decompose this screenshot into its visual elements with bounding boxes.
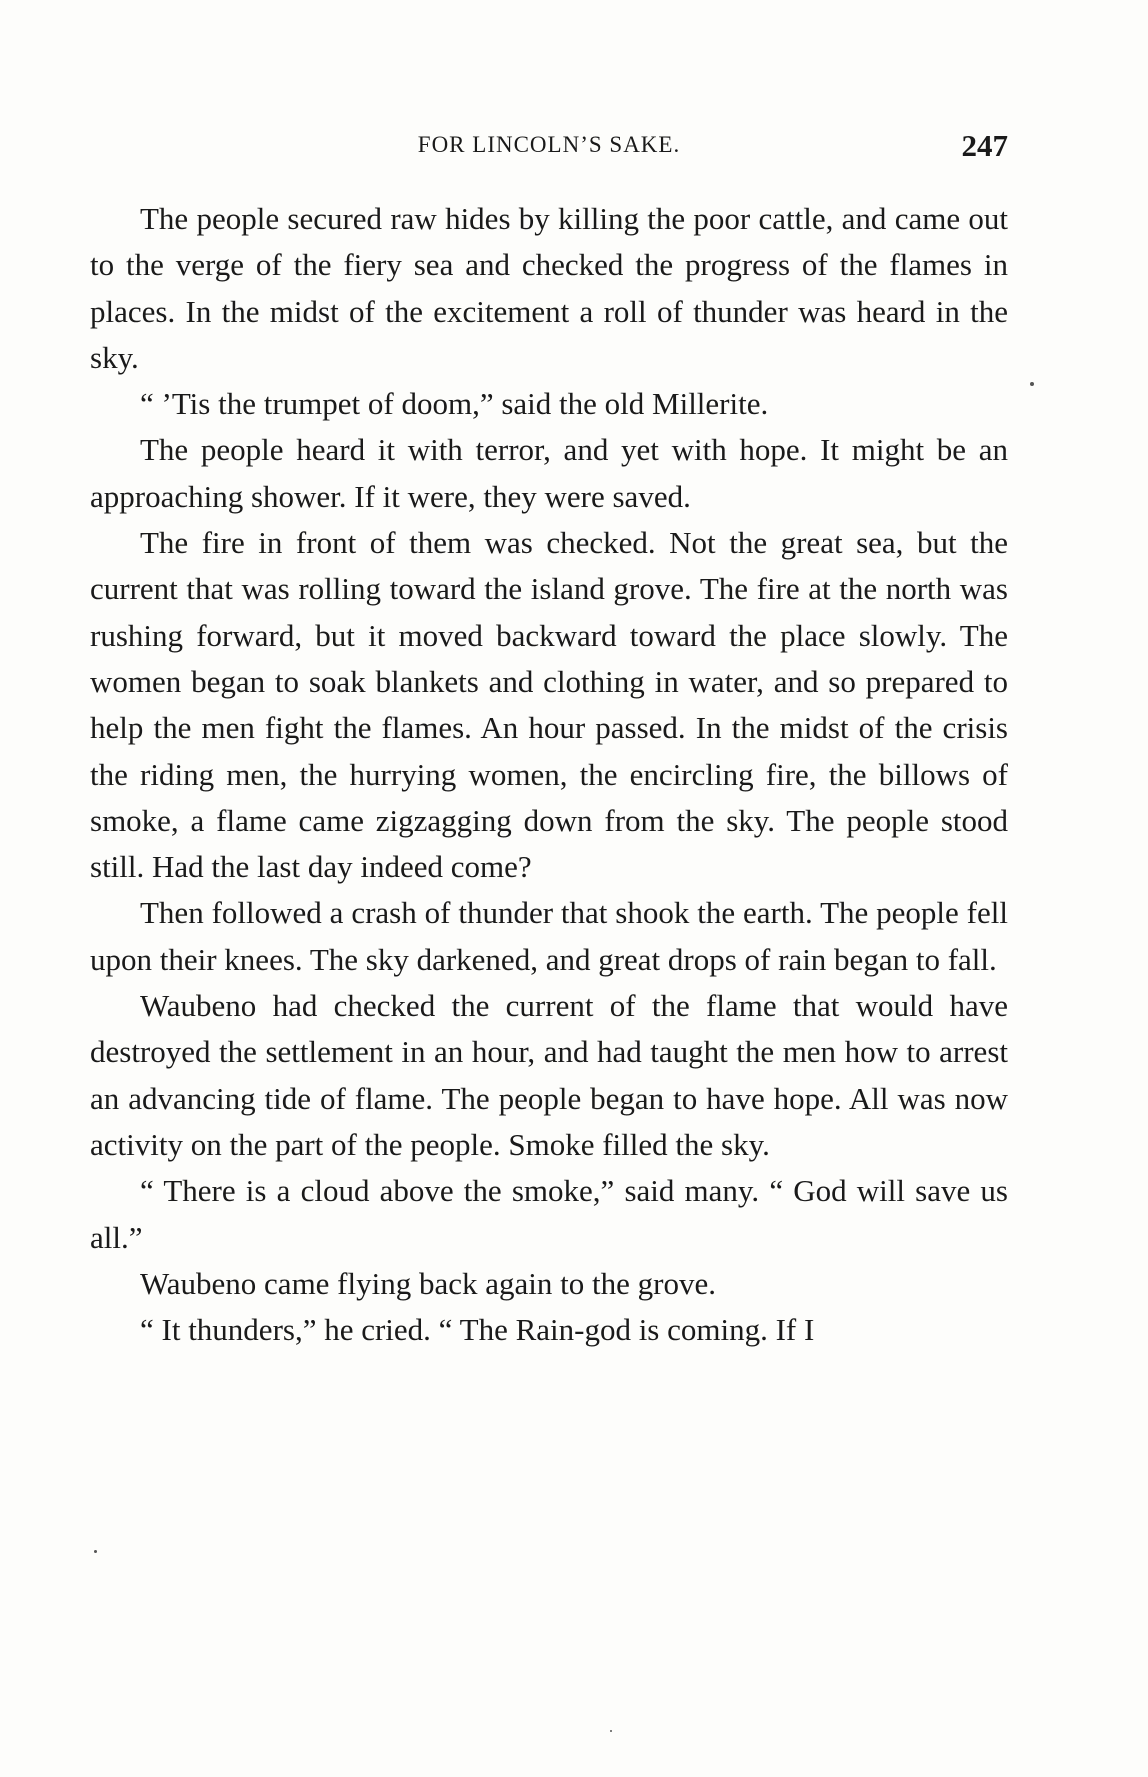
page-header (90, 128, 1008, 168)
scan-speck (1030, 382, 1034, 386)
paragraph: Waubeno had checked the current of the flame that would have destroyed the settlement in an hour, and had taught the men how to arrest an advancing tide of flame. The people began to have hope. All was now activity on the part of the people. Smoke filled the sky. (90, 988, 1008, 1162)
paragraph: “ It thunders,” he cried. “ The Rain-god is coming. If I (140, 1312, 815, 1348)
paragraph: The people heard it with terror, and yet with hope. It might be an approaching shower. If it were, they were saved. (90, 432, 1008, 514)
body-text (90, 196, 1008, 1353)
scan-speck (94, 1550, 97, 1553)
paragraph: “ There is a cloud above the smoke,” said many. “ God will save us all.” (90, 1173, 1008, 1255)
paragraph: Then followed a crash of thunder that shook the earth. The people fell upon their knees. The sky darkened, and great drops of rain began to fall. (90, 895, 1008, 977)
paragraph: “ ’Tis the trumpet of doom,” said the old Millerite. (140, 386, 769, 422)
scan-speck (610, 1730, 612, 1732)
paragraph: The people secured raw hides by killing the poor cattle, and came out to the verge of the fiery sea and checked the progress of the flames in places. In the midst of the excitement a roll of thunder was heard in the sky. (90, 201, 1008, 375)
running-head: FOR LINCOLN’S SAKE. (417, 132, 681, 157)
paragraph: Waubeno came flying back again to the grove. (140, 1265, 716, 1301)
page-number: 247 (961, 128, 1008, 163)
paragraph: The fire in front of them was checked. Not the great sea, but the current that was rolling toward the island grove. The fire at the north was rushing forward, but it moved backward toward the place slowly. The women began to soak blankets and clothing in water, and so prepared to help the men fight the flames. An hour passed. In the midst of the crisis the riding men, the hurrying women, the encircling fire, the billows of smoke, a flame came zigzagging down from the sky. The people stood still. Had the last day indeed come? (90, 525, 1008, 885)
